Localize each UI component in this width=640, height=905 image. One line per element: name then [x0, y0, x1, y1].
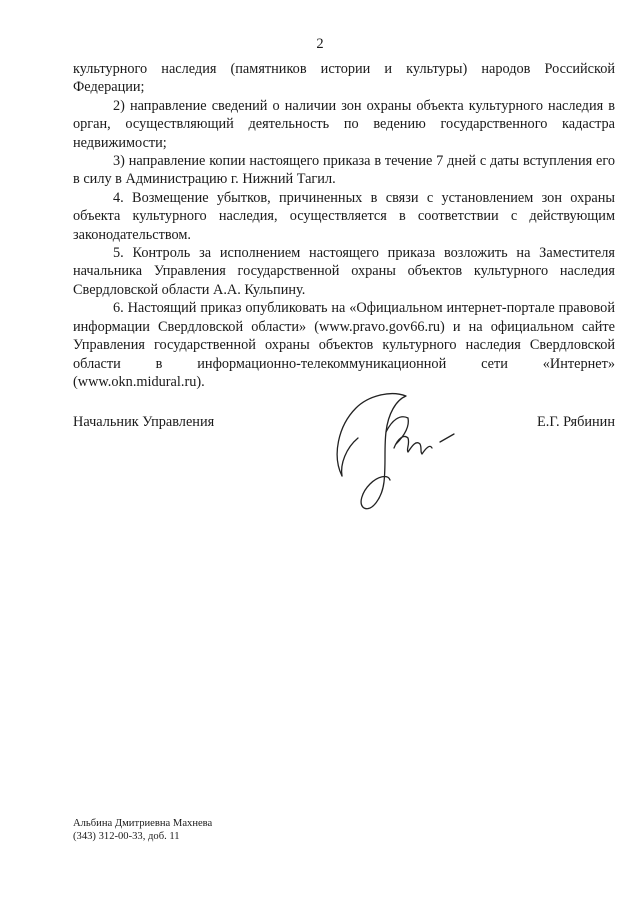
executor-name: Альбина Дмитриевна Махнева — [73, 818, 213, 829]
paragraph-continuation: культурного наследия (памятников истории и культуры) народов Российской Федерации; — [73, 61, 615, 96]
executor-phone: (343) 312-00-33, доб. 11 — [73, 831, 180, 842]
executor-info — [73, 817, 212, 843]
paragraph-item-2: 2) направление сведений о наличии зон охраны объекта культурного наследия в орган, осуществляющий деятельность по ведению государственного кадастра недвижимости; — [73, 97, 615, 151]
paragraph-clause-4: 4. Возмещение убытков, причиненных в связи с установлением зон охраны объекта культурного наследия, осуществляется в соответствии с действующим законодательством. — [73, 189, 615, 243]
paragraph-item-3: 3) направление копии настоящего приказа в течение 7 дней с даты вступления его в силу в Администрацию г. Нижний Тагил. — [73, 153, 615, 188]
handwritten-signature — [328, 386, 478, 521]
paragraph-clause-5: 5. Контроль за исполнением настоящего приказа возложить на Заместителя начальника Управления государственной охраны объектов культурного наследия Свердловской области А.А. Кульпину. — [73, 245, 615, 298]
page-number: 2 — [316, 36, 324, 52]
signer-name: Е.Г. Рябинин — [537, 414, 615, 430]
document-body — [73, 60, 615, 391]
paragraph-clause-6: 6. Настоящий приказ опубликовать на «Официальном интернет-портале правовой информации Свердловской области» (www.pravo.gov66.ru) и на официальном сайте Управления государственной охраны объектов культурного наследия Свердловской области в информационно-телекоммуникационной сети «Интернет» (www.okn.midural.ru). — [73, 300, 615, 390]
signer-title: Начальник Управления — [73, 414, 215, 430]
